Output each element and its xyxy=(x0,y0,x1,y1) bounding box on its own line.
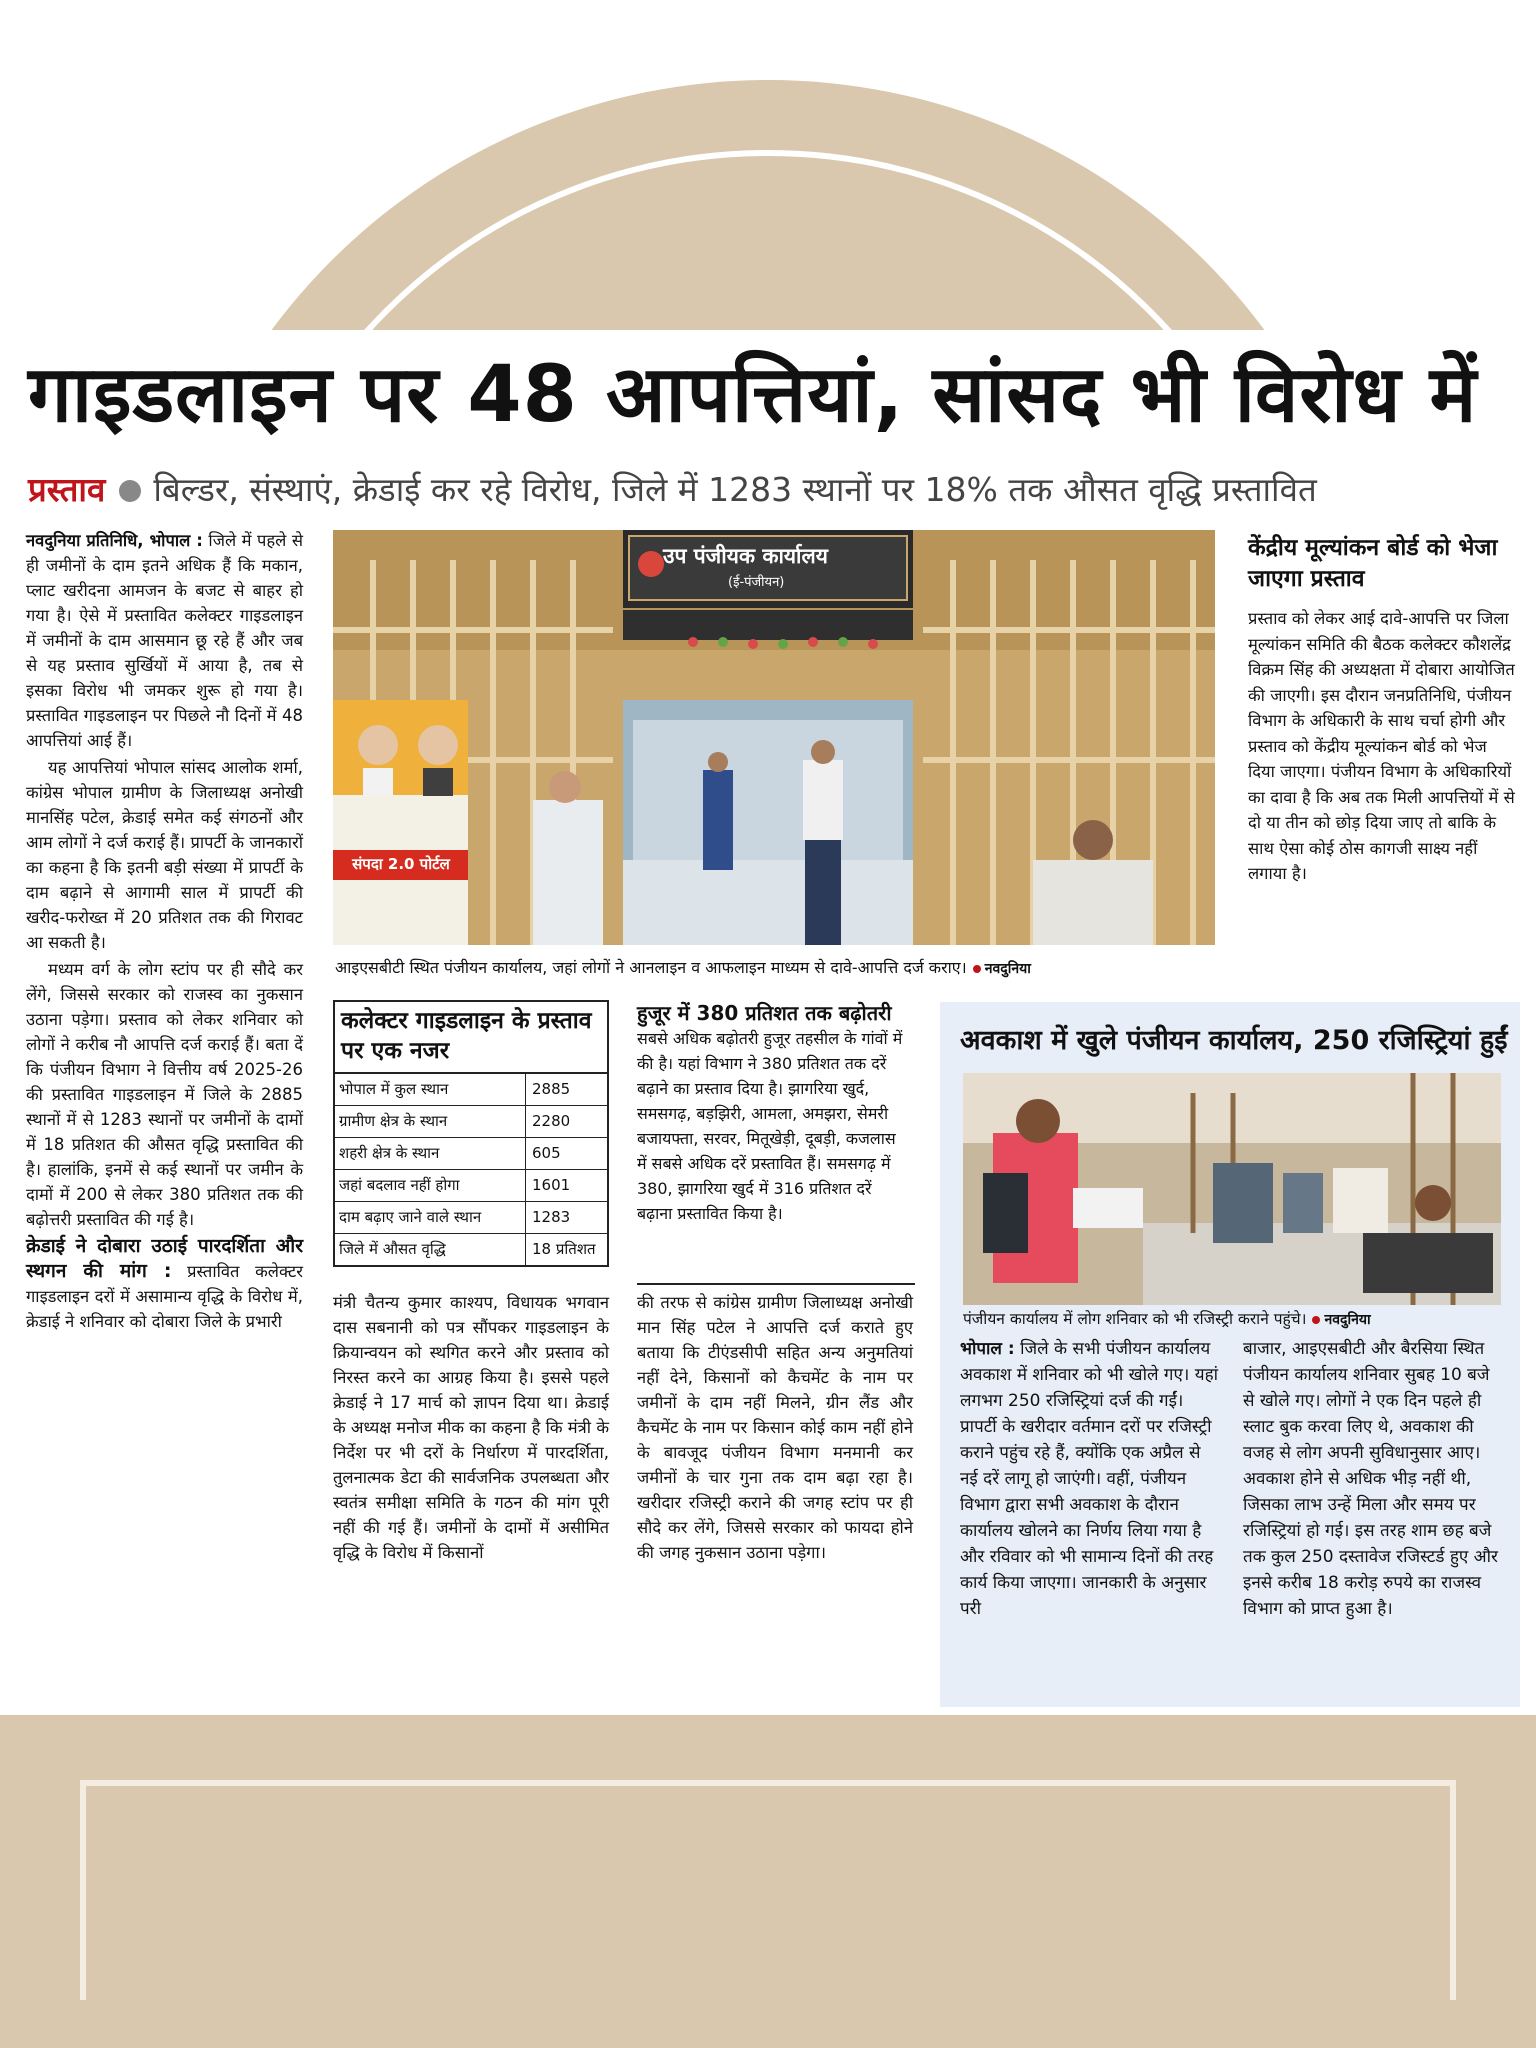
right-column-title: केंद्रीय मूल्यांकन बोर्ड को भेजा जाएगा प्रस्ताव xyxy=(1248,535,1498,592)
article-paragraph: मध्यम वर्ग के लोग स्टांप पर ही सौदे कर लेंगे, जिससे सरकार को राजस्व का नुकसान उठाना पड़ेगा। प्रस्ताव को लेकर शनिवार को लोगों ने करीब नौ आपत्ति दर्ज कराई हैं। बता दें कि पंजीयन विभाग ने वित्तीय वर्ष 2025-26 की प्रस्तावित गाइडलाइन में जिले के 2885 स्थानों में से 1283 स्थानों पर जमीनों के दामों में 18 प्रतिशत की औसत वृद्धि प्रस्तावित की है। हालांकि, इनमें से कई स्थानों पर जमीन के दामों में 200 से लेकर 380 प्रतिशत तक की बढ़ोत्तरी प्रस्तावित की गई है। xyxy=(26,960,303,1229)
background-top xyxy=(0,0,1536,330)
photo-credit: नवदुनिया xyxy=(1324,1312,1371,1328)
credit-icon xyxy=(1312,1316,1320,1324)
huzur-title: हुजूर में 380 प्रतिशत तक बढ़ोतरी xyxy=(637,1001,892,1025)
table-row: दाम बढ़ाए जाने वाले स्थान 1283 xyxy=(335,1201,607,1233)
main-photo xyxy=(333,530,1215,945)
decorative-frame xyxy=(80,1780,1456,2000)
deck-kicker: प्रस्ताव xyxy=(28,470,106,509)
article-paragraph: क्रेडाई ने दोबारा उठाई पारदर्शिता और स्थगन की मांग : प्रस्तावित कलेक्टर गाइडलाइन दरों में असामान्य वृद्धि के विरोध में, क्रेडाई ने शनिवार को दोबारा जिले के प्रभारी xyxy=(26,1235,304,1331)
article-paragraph: नवदुनिया प्रतिनिधि, भोपाल : जिले में पहले से ही जमीनों के दाम इतने अधिक हैं कि मकान, प्लाट खरीदना आमजन के बजट से बाहर हो गया है। ऐसे में प्रस्तावित कलेक्टर गाइडलाइन में जमीनों के दाम आसमान छू रहे हैं और जब से यह प्रस्ताव सुर्खियों में आया है, तब से इसका विरोध भी जमकर शुरू हो गया है। प्रस्तावित गाइडलाइन पर पिछले नौ दिनों में 48 आपत्तियां आई हैं। xyxy=(26,531,304,750)
side-byline: भोपाल : xyxy=(960,1339,1015,1359)
deck-text: बिल्डर, संस्थाएं, क्रेडाई कर रहे विरोध, जिले में 1283 स्थानों पर 18% तक औसत वृद्धि प्रस्तावित xyxy=(153,470,1317,509)
table-row: जहां बदलाव नहीं होगा 1601 xyxy=(335,1169,607,1201)
huzur-text: सबसे अधिक बढ़ोतरी हुजूर तहसील के गांवों में की है। यहां विभाग ने 380 प्रतिशत तक दरें बढ़ाने का प्रस्ताव दिया है। झागरिया खुर्द, समसगढ़, बड़झिरी, आमला, अमझरा, सेमरी बजायफ्ता, सरवर, मितूखेड़ी, दूबड़ी, कजलास में सबसे अधिक दरें प्रस्तावित हैं। समसगढ़ में 380, झागरिया खुर्द में 316 प्रतिशत दरें बढ़ाना प्रस्तावित किया है। xyxy=(637,1029,903,1223)
side-photo-caption: पंजीयन कार्यालय में लोग शनिवार को भी रजिस्ट्री कराने पहुंचे। नवदुनिया xyxy=(963,1310,1371,1328)
data-table xyxy=(333,1000,609,1267)
subheadline xyxy=(28,465,1518,515)
article-column-1 xyxy=(26,528,303,1336)
side-story-title: अवकाश में खुले पंजीयन कार्यालय, 250 रजिस्ट्रियां हुईं xyxy=(960,1025,1508,1056)
main-photo-caption: आइएसबीटी स्थित पंजीयन कार्यालय, जहां लोगों ने आनलाइन व आफलाइन माध्यम से दावे-आपत्ति दर्ज कराए। नवदुनिया xyxy=(335,958,1031,977)
table-row: जिले में औसत वृद्धि 18 प्रतिशत xyxy=(335,1233,607,1265)
headline: गाइडलाइन पर 48 आपत्तियां, सांसद भी विरोध में xyxy=(28,350,1478,440)
table-row: भोपाल में कुल स्थान 2885 xyxy=(335,1073,607,1105)
office-sign: उप पंजीयक कार्यालय xyxy=(663,544,828,568)
article-column-2: मंत्री चैतन्य कुमार काश्यप, विधायक भगवान दास सबनानी को पत्र सौंपकर गाइडलाइन के क्रियान्वयन को स्थगित करने और प्रस्ताव को निरस्त करने का आग्रह किया है। इससे पहले क्रेडाई ने 17 मार्च को ज्ञापन दिया था। क्रेडाई के अध्यक्ष मनोज मीक का कहना है कि मंत्री के निर्देश पर भी दरों के निर्धारण में पारदर्शिता, तुलनात्मक डेटा की सार्वजनिक उपलब्धता और स्वतंत्र समीक्षा समिति के गठन की मांग पूरी नहीं की गई हैं। जमीनों के दामों में असीमित वृद्धि के विरोध में किसानों xyxy=(333,1293,609,1562)
side-story-column-b: बाजार, आइएसबीटी और बैरसिया स्थित पंजीयन कार्यालय शनिवार सुबह 10 बजे से खोले गए। लोगों ने एक दिन पहले ही स्लाट बुक करवा लिए थे, अवकाश की वजह से लोग अपनी सुविधानुसार आए। अवकाश होने से अधिक भीड़ नहीं थी, जिसका लाभ उन्हें मिला और समय पर रजिस्ट्रियां हो गई। इस तरह शाम छह बजे तक कुल 250 दस्तावेज रजिस्टर्ड हुए और इनसे करीब 18 करोड़ रुपये का राजस्व विभाग को प्राप्त हुआ है। xyxy=(1243,1339,1499,1619)
article-paragraph: यह आपत्तियां भोपाल सांसद आलोक शर्मा, कांग्रेस भोपाल ग्रामीण के जिलाध्यक्ष अनोखी मानसिंह पटेल, क्रेडाई समेत कई संगठनों और आम लोगों ने दर्ज कराई हैं। प्रापर्टी के जानकारों का कहना है कि इतनी बड़ी संख्या में प्रापर्टी के दाम बढ़ाने से आगामी साल में प्रापर्टी की खरीद-फरोख्त में 20 प्रतिशत तक की गिरावट आ सकती है। xyxy=(26,758,303,952)
photo-credit: नवदुनिया xyxy=(984,961,1031,977)
side-story-photo xyxy=(963,1073,1501,1305)
table-title: कलेक्टर गाइडलाइन के प्रस्ताव पर एक नजर xyxy=(335,1002,607,1073)
bullet-dot-icon xyxy=(119,480,141,502)
poster-text: संपदा 2.0 पोर्टल xyxy=(352,855,450,873)
article-column-3: की तरफ से कांग्रेस ग्रामीण जिलाध्यक्ष अनोखी मान सिंह पटेल ने आपत्ति दर्ज कराते हुए बताया कि टीएंडसीपी सहित अन्य अनुमतियां नहीं देने, किसानों को कैचमेंट के नाम पर जमीनों के दाम नहीं मिलने, ग्रीन लैंड और कैचमेंट के नाम पर किसान कोई काम नहीं होने के बावजूद पंजीयन विभाग मनमानी कर जमीनों के चार गुना तक दाम बढ़ा रहा है। खरीदार रजिस्ट्री कराने की जगह स्टांप पर ही सौदे कर लेंगे, जिससे सरकार को फायदा होने की जगह नुकसान उठाना पड़ेगा। xyxy=(637,1293,913,1562)
right-column-text: प्रस्ताव को लेकर आई दावे-आपत्ति पर जिला मूल्यांकन समिति की बैठक कलेक्टर कौशलेंद्र विक्रम सिंह की अध्यक्षता में दोबारा आयोजित की जाएगी। इस दौरान जनप्रतिनिधि, पंजीयन विभाग के अधिकारी के साथ चर्चा होगी और प्रस्ताव को केंद्रीय मूल्यांकन बोर्ड को भेज दिया जाएगा। पंजीयन विभाग के अधिकारियों का दावा है कि अब तक मिली आपत्तियों में से दो या तीन को छोड़ दिया जाए तो बाकि के साथ ऐसा कोई ठोस कागजी साक्ष्य नहीं लगाया है। xyxy=(1248,609,1515,883)
subhead: क्रेडाई ने दोबारा उठाई पारदर्शिता और स्थगन की मांग : xyxy=(26,1235,303,1282)
credit-icon xyxy=(973,965,981,973)
table-row: शहरी क्षेत्र के स्थान 605 xyxy=(335,1137,607,1169)
table-row: ग्रामीण क्षेत्र के स्थान 2280 xyxy=(335,1105,607,1137)
byline: नवदुनिया प्रतिनिधि, भोपाल : xyxy=(26,531,203,550)
divider xyxy=(637,1283,915,1285)
office-sign-sub: (ई-पंजीयन) xyxy=(728,575,785,590)
side-story-column-a: भोपाल : जिले के सभी पंजीयन कार्यालय अवकाश में शनिवार को भी खोले गए। यहां लगभग 250 रजिस्ट्रियां दर्ज की गईं। प्रापर्टी के खरीदार वर्तमान दरों पर रजिस्ट्री कराने पहुंच रहे हैं, क्योंकि एक अप्रैल से नई दरें लागू हो जाएंगी। वहीं, पंजीयन विभाग द्वारा सभी अवकाश के दौरान कार्यालय खोलने का निर्णय लिया गया है और रविवार को भी सामान्य दिनों की तरह कार्य किया जाएगा। जानकारी के अनुसार परी xyxy=(960,1339,1219,1619)
